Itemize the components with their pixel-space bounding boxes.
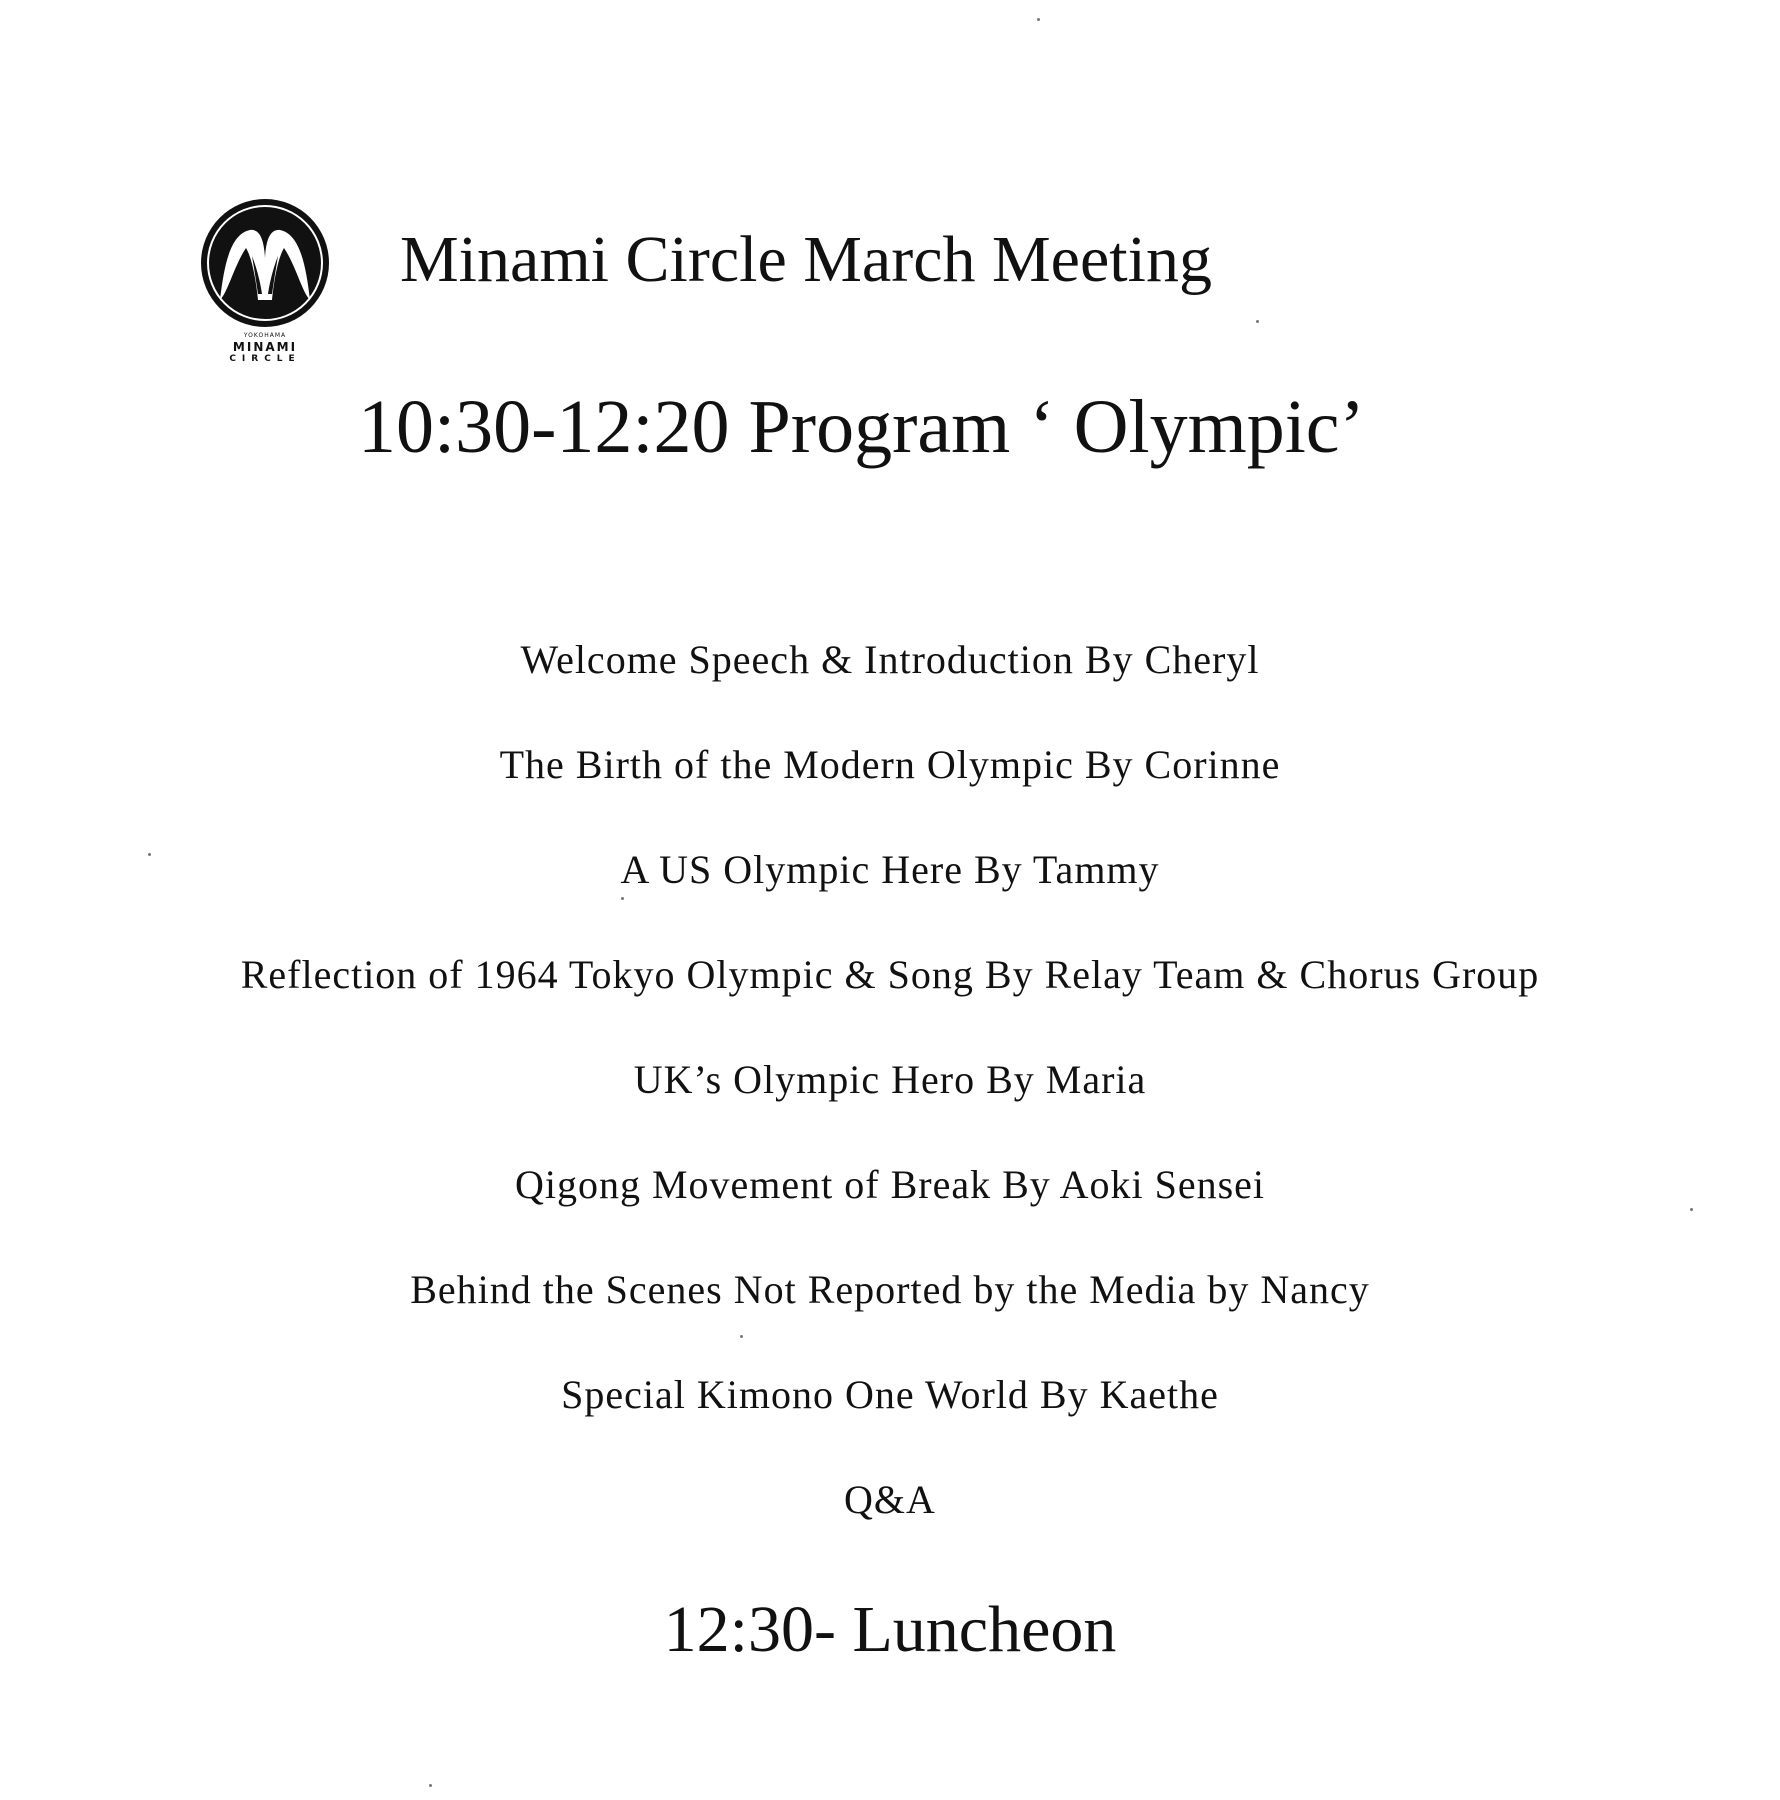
scan-speck [740,1335,743,1338]
scan-speck [1690,1208,1693,1211]
agenda-item-qigong: Qigong Movement of Break By Aoki Sensei [514,1162,1266,1207]
agenda-item-qa: Q&A [844,1477,936,1522]
agenda-list [0,630,1780,1575]
logo-emblem-icon [198,196,332,330]
scan-speck [1256,320,1259,323]
luncheon-heading: 12:30- Luncheon [663,1593,1117,1666]
page-title: Minami Circle March Meeting [400,223,1212,296]
logo-sub-text: CIRCLE [229,354,301,364]
agenda-item-tokyo-1964: Reflection of 1964 Tokyo Olympic & Song By Relay Team & Chorus Group [240,952,1540,997]
scan-speck [621,897,624,900]
agenda-item-kimono: Special Kimono One World By Kaethe [561,1372,1219,1417]
agenda-item-uk-hero: UK’s Olympic Hero By Maria [633,1057,1147,1102]
scan-speck [148,853,151,856]
program-heading: 10:30-12:20 Program ‘ Olympic’ [358,385,1365,469]
agenda-item-us-olympic: A US Olympic Here By Tammy [620,847,1160,892]
scan-speck [429,1784,432,1787]
logo-main-text: MINAMI [232,340,298,354]
agenda-item-welcome: Welcome Speech & Introduction By Cheryl [520,637,1260,682]
agenda-item-birth-of-olympic: The Birth of the Modern Olympic By Corinne [499,742,1281,787]
scan-speck [1037,18,1040,21]
logo-top-text: YOKOHAMA [243,332,287,339]
agenda-item-behind-scenes: Behind the Scenes Not Reported by the Media by Nancy [410,1267,1370,1312]
minami-circle-logo [198,196,332,376]
